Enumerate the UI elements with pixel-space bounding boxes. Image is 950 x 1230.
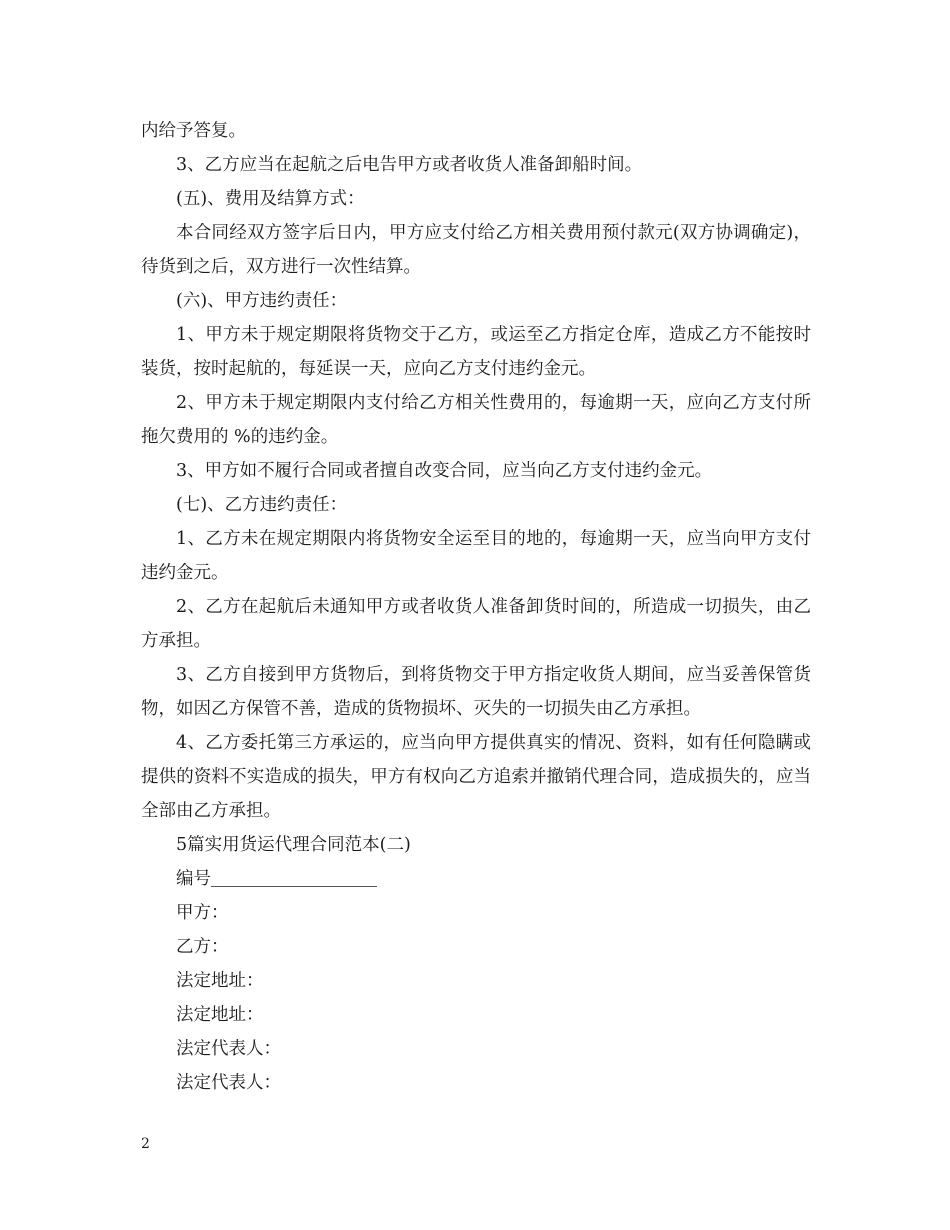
contract-title-2: 5篇实用货运代理合同范本(二): [176, 835, 411, 855]
paragraph-clause-3-notify: 3、乙方应当在起航之后电告甲方或者收货人准备卸船时间。: [176, 155, 643, 175]
paragraph-continuation: 内给予答复。: [141, 121, 246, 141]
party-b-line: 乙方：: [176, 937, 229, 957]
section-heading-fees: (五)、费用及结算方式：: [176, 189, 365, 209]
document-body: [141, 114, 811, 1100]
contract-number-blank: [211, 864, 377, 887]
paragraph-party-a-breach-3: 3、甲方如不履行合同或者擅自改变合同，应当向乙方支付违约金元。: [176, 461, 713, 481]
paragraph-party-b-breach-1: 1、乙方未在规定期限内将货物安全运至目的地的，每逾期一天，应当向甲方支付违约金元。: [141, 529, 811, 583]
contract-number-label: 编号: [176, 869, 211, 889]
page-number: 2: [141, 1136, 150, 1152]
legal-rep-line-2: 法定代表人：: [176, 1073, 281, 1093]
section-heading-party-a-breach: (六)、甲方违约责任：: [176, 291, 348, 311]
paragraph-party-b-breach-3: 3、乙方自接到甲方货物后，到将货物交于甲方指定收货人期间，应当妥善保管货物，如因乙方保管不善，造成的货物损坏、灭失的一切损失由乙方承担。: [141, 665, 811, 719]
section-heading-party-b-breach: (七)、乙方违约责任：: [176, 495, 348, 515]
paragraph-fees: 本合同经双方签字后日内，甲方应支付给乙方相关费用预付款元(双方协调确定)，待货到之后，双方进行一次性结算。: [141, 223, 811, 277]
paragraph-party-b-breach-2: 2、乙方在起航后未通知甲方或者收货人准备卸货时间的，所造成一切损失，由乙方承担。: [141, 597, 811, 651]
paragraph-party-b-breach-4: 4、乙方委托第三方承运的，应当向甲方提供真实的情况、资料，如有任何隐瞒或提供的资料不实造成的损失，甲方有权向乙方追索并撤销代理合同，造成损失的，应当全部由乙方承担。: [141, 733, 811, 821]
legal-rep-line-1: 法定代表人：: [176, 1039, 281, 1059]
paragraph-party-a-breach-1: 1、甲方未于规定期限将货物交于乙方，或运至乙方指定仓库，造成乙方不能按时装货，按时起航的，每延误一天，应向乙方支付违约金元。: [141, 325, 811, 379]
legal-address-line-1: 法定地址：: [176, 971, 264, 991]
paragraph-party-a-breach-2: 2、甲方未于规定期限内支付给乙方相关性费用的，每逾期一天，应向乙方支付所拖欠费用的 %的违约金。: [141, 393, 811, 447]
party-a-line: 甲方：: [176, 903, 229, 923]
contract-number-line: [141, 862, 811, 896]
legal-address-line-2: 法定地址：: [176, 1005, 264, 1025]
